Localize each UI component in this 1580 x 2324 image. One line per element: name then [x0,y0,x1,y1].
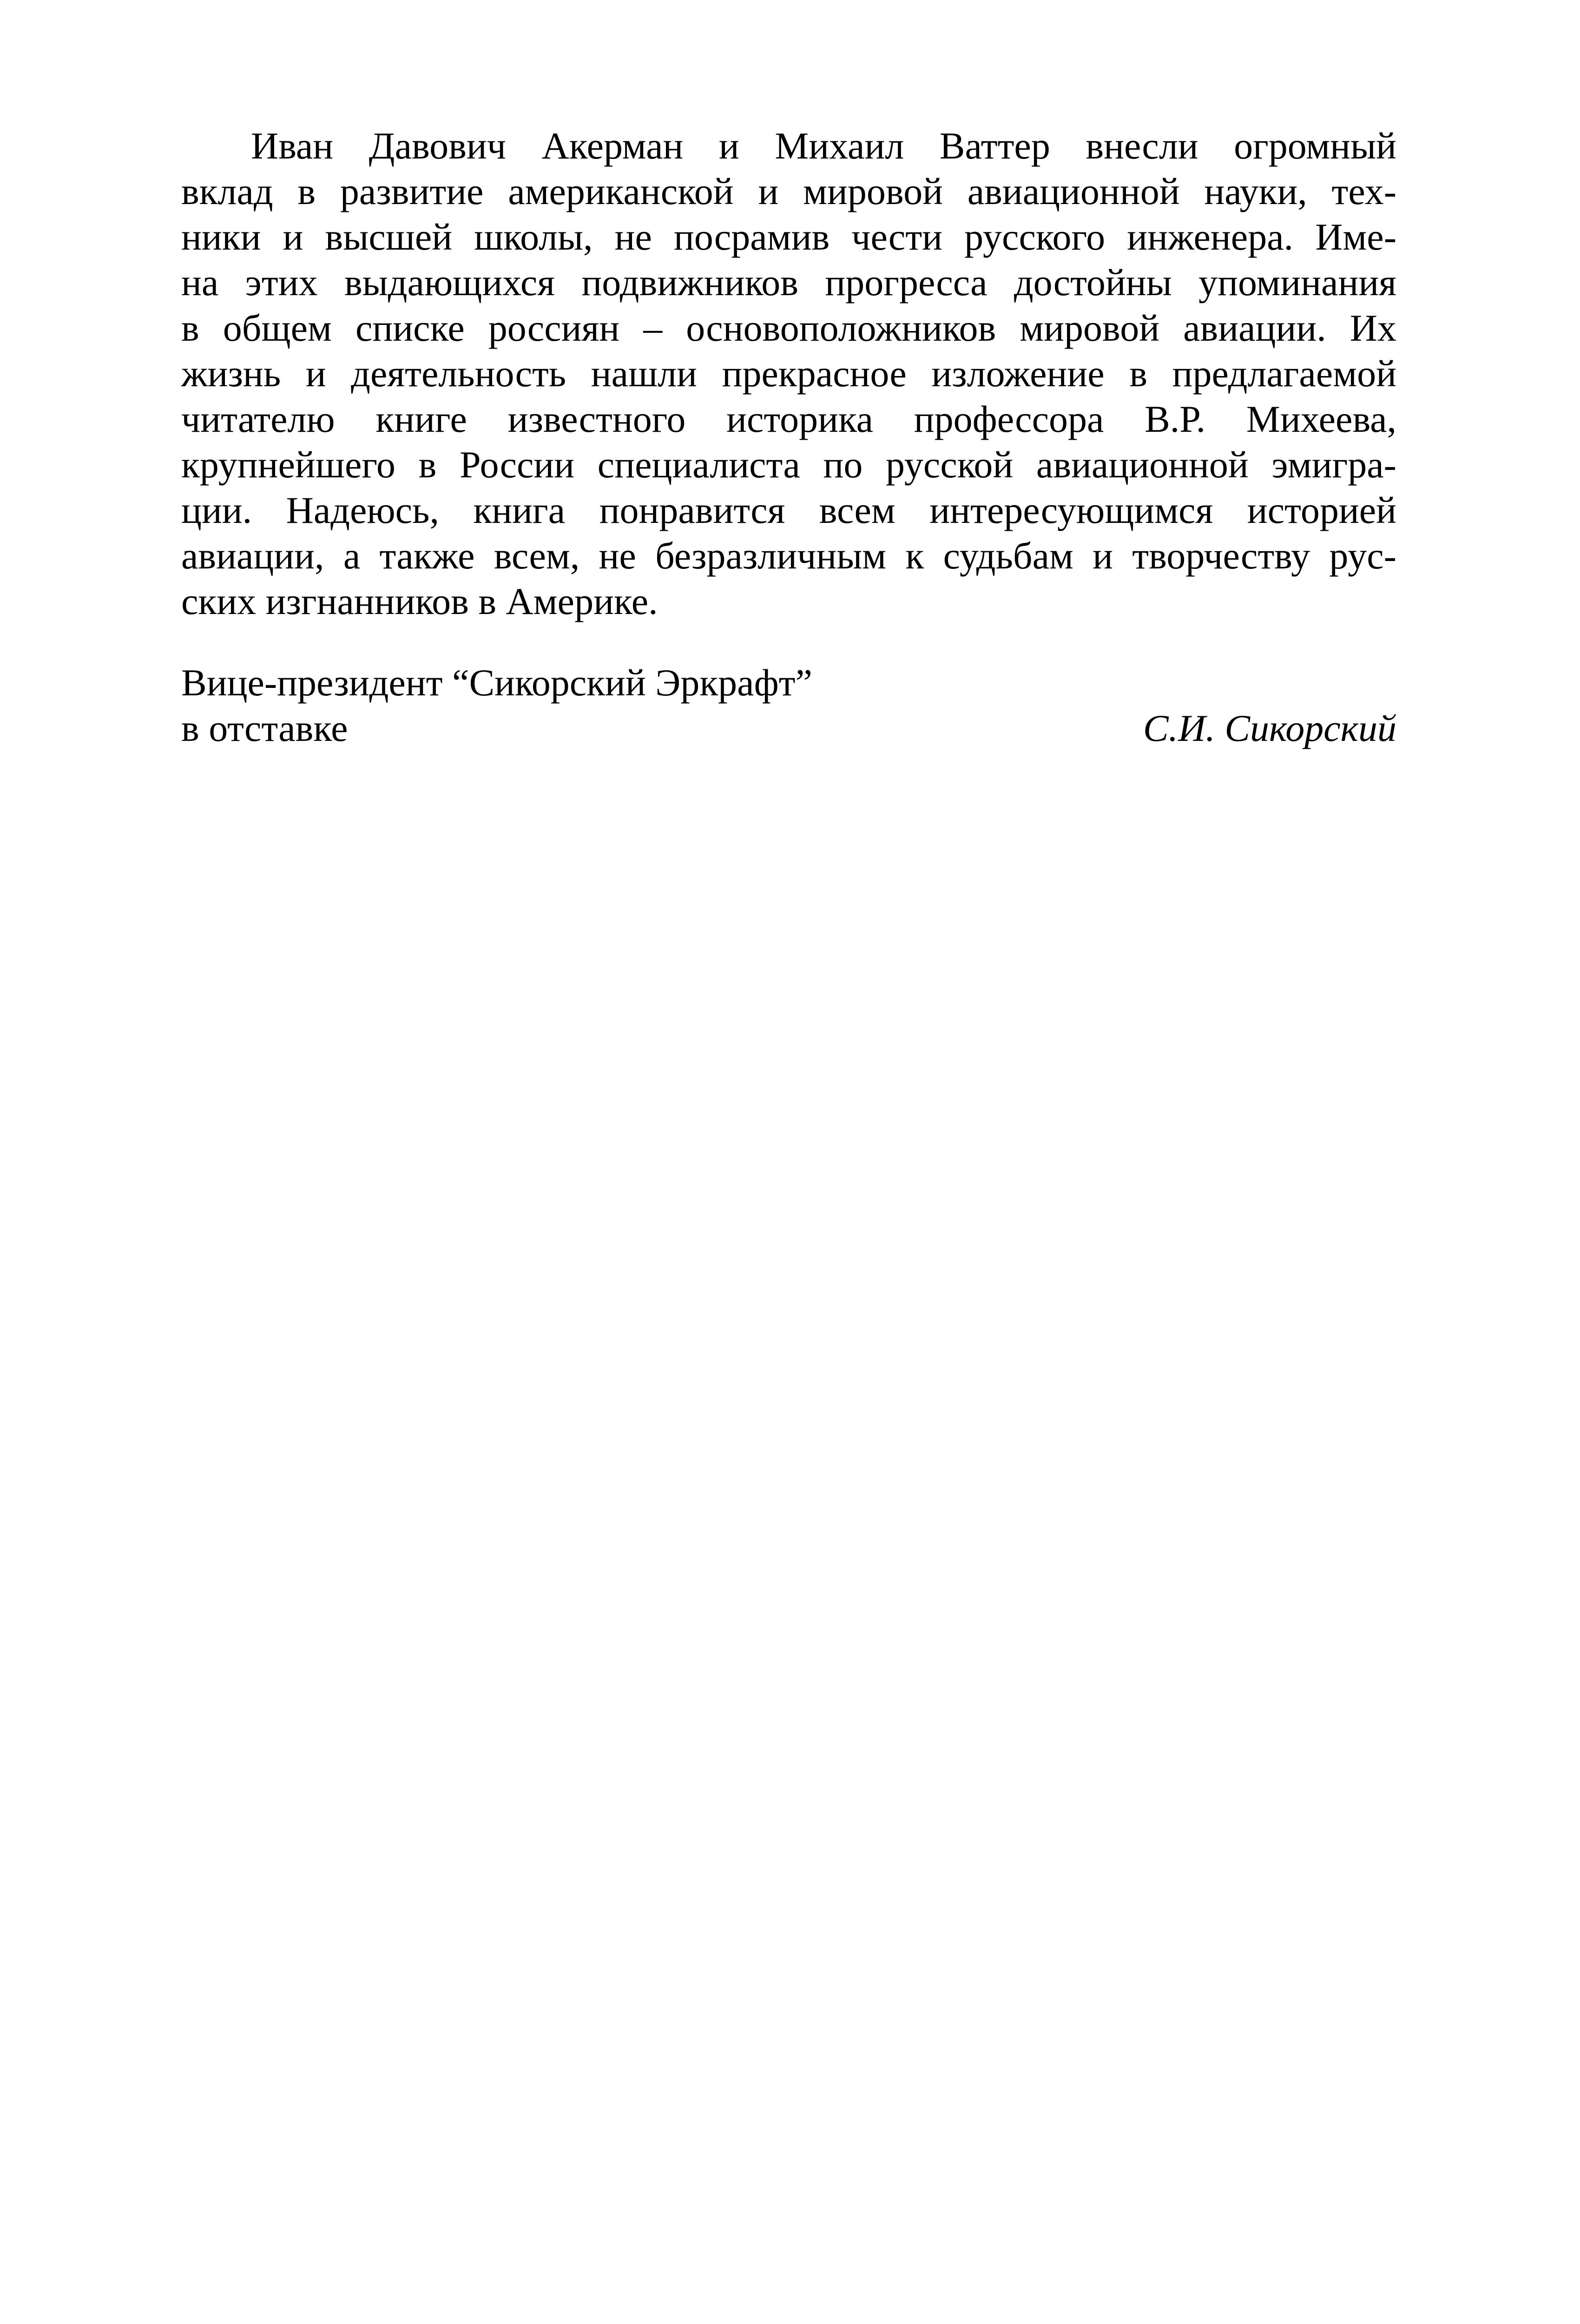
paragraph-line: ции. Надеюсь, книга понравится всем интересующимся историей [181,489,1396,531]
signature-title-line [181,706,1396,751]
paragraph-line: вклад в развитие американской и мировой авиационной науки, тех- [181,170,1396,212]
paragraph-line: крупнейшего в России специалиста по русской авиационной эмигра- [181,443,1396,486]
body-paragraph [181,123,1396,624]
paragraph-line: Иван Давович Акерман и Михаил Ваттер внесли огромный [251,125,1396,167]
paragraph-line: в общем списке россиян – основоположников мировой авиации. Их [181,307,1396,349]
signature-title-continued: в отставке [181,707,348,749]
paragraph-line: ники и высшей школы, не посрамив чести русского инженера. Име- [181,216,1396,258]
paragraph-line: читателю книге известного историка профессора В.Р. Михеева, [181,398,1396,440]
signature-title: Вице-президент “Сикорский Эркрафт” [181,661,812,704]
paragraph-line: жизнь и деятельность нашли прекрасное изложение в предлагаемой [181,352,1396,395]
paragraph-line: ских изгнанников в Америке. [181,580,658,622]
signature-block [181,660,1396,751]
signature-name: С.И. Сикорский [1143,707,1396,749]
paragraph-line: на этих выдающихся подвижников прогресса достойны упоминания [181,261,1396,304]
paragraph-line: авиации, а также всем, не безразличным к судьбам и творчеству рус- [181,535,1396,577]
signature-title-line [181,660,1396,706]
